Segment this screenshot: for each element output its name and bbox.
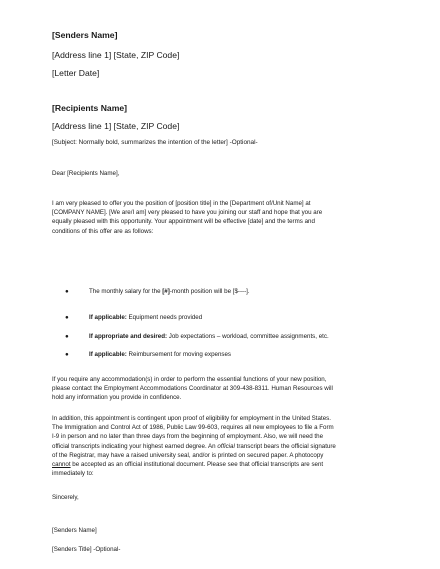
list-item: ● If applicable: Equipment needs provided xyxy=(65,314,203,321)
signature-name: [Senders Name] xyxy=(52,527,97,534)
letter-date: [Letter Date] xyxy=(52,68,100,78)
list-item: ● If appropriate and desired: Job expectations – workload, committee assignments, etc. xyxy=(65,333,329,340)
bullet-icon: ● xyxy=(65,351,69,358)
contingency-paragraph: In addition, this appointment is contingent upon proof of eligibility for employment in the United States. The Immigration and Control Act of 1986, Public Law 99-603, requires all new employees to file a Form I-9 in person and no later than three days from the beginning of employment. Also, we will need the official transcripts indicating your highest earned degree. An official transcript bears the official signature of the Registrar, may have a raised university seal, and/or is printed on secured paper. A photocopy cannot be accepted as an official institutional document. Please see that official transcripts are sent immediately to: xyxy=(52,415,336,478)
bullet-icon: ● xyxy=(65,288,69,295)
subject-line: [Subject: Normally bold, summarizes the intention of the letter] -Optional- xyxy=(52,139,258,146)
closing: Sincerely, xyxy=(52,494,79,501)
bullet-icon: ● xyxy=(65,333,69,340)
recipient-name: [Recipients Name] xyxy=(52,103,127,113)
signature-title: [Senders Title] -Optional- xyxy=(52,546,121,553)
recipient-address: [Address line 1] [State, ZIP Code] xyxy=(52,121,180,131)
accommodation-paragraph: If you require any accommodation(s) in order to perform the essential functions of your new position, please contact the Employment Accommodations Coordinator at 309-438-8311. Human Resources will hold any information you provide in confidence. xyxy=(52,376,333,402)
bullet-icon: ● xyxy=(65,314,69,321)
list-item: ● If applicable: Reimbursement for moving expenses xyxy=(65,351,232,358)
list-item: ● The monthly salary for the [#]-month position will be [$----]. xyxy=(65,288,250,295)
sender-name: [Senders Name] xyxy=(52,30,118,40)
intro-paragraph: I am very pleased to offer you the position of [position title] in the [Department of/Unit Name] at [COMPANY NAME]. [We are/I am] very pleased to have you joining our staff and hope that you are equally pleased with this opportunity. Your appointment will be effective [date] and the terms and conditions of this offer are as follows: xyxy=(52,200,323,235)
salutation: Dear [Recipients Name], xyxy=(52,170,120,177)
sender-address: [Address line 1] [State, ZIP Code] xyxy=(52,50,180,60)
